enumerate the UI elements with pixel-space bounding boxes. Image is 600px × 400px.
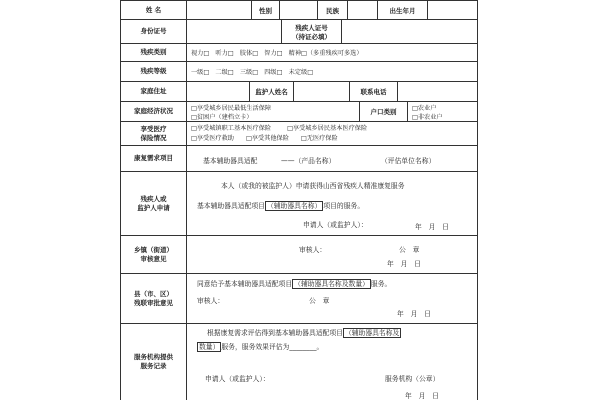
ethnicity-label: 民族 xyxy=(317,1,347,19)
guardian-label: 监护人姓名 xyxy=(249,82,293,101)
application-text-2: 基本辅助器具适配项目 （辅助器具名称） 项目的服务。 xyxy=(197,202,365,210)
disability-level-label: 残疾等级 xyxy=(121,62,187,81)
row-address xyxy=(121,82,477,102)
application-date[interactable]: 年 月 日 xyxy=(415,223,449,231)
rehab-need-product: ——（产品名称） xyxy=(281,157,336,165)
medical-opt-none[interactable]: □无医疗保险 xyxy=(300,134,338,142)
ethnicity-field[interactable] xyxy=(347,1,377,19)
row-service-record xyxy=(121,324,477,400)
county-reviewer[interactable]: 审核人： xyxy=(197,297,225,305)
medical-opt-resident[interactable]: □享受城乡居民基本医疗保险 xyxy=(287,125,368,133)
row-disability-type xyxy=(121,44,477,62)
row-application xyxy=(121,172,477,236)
rehab-need-text: 基本辅助器具适配 xyxy=(203,157,258,165)
economic-options[interactable] xyxy=(191,102,355,121)
row-rehab-need xyxy=(121,146,477,172)
hukou-opt-nonagri[interactable]: □非农业户 xyxy=(412,113,443,121)
disability-type-label: 残疾类别 xyxy=(121,44,187,61)
guardian-field[interactable] xyxy=(293,82,349,101)
birth-field[interactable] xyxy=(427,1,479,19)
service-record-text-2: 数量） 服务，服务效果评估为________。 xyxy=(199,343,324,351)
county-date[interactable]: 年 月 日 xyxy=(397,310,431,318)
medical-opt-other[interactable]: □享受其他保险 xyxy=(245,134,289,142)
town-review-label: 乡镇（街道） 审核意见 xyxy=(121,236,187,273)
row-economic xyxy=(121,102,477,122)
disability-level-options[interactable]: 一级□ 二级□ 三级□ 四级□ 未定级□ xyxy=(191,69,314,76)
row-id xyxy=(121,20,477,44)
town-date[interactable]: 年 月 日 xyxy=(387,260,421,268)
application-label: 残疾人或 监护人申请 xyxy=(121,172,187,235)
address-field[interactable] xyxy=(187,82,249,101)
service-date[interactable]: 年 月 日 xyxy=(405,392,439,400)
birth-label: 出生年月 xyxy=(377,1,427,19)
row-town-review xyxy=(121,236,477,274)
medical-label: 享受医疗 保险情况 xyxy=(121,122,187,145)
hukou-options[interactable] xyxy=(407,102,479,121)
county-seal: 公 章 xyxy=(309,297,330,305)
phone-label: 联系电话 xyxy=(349,82,397,101)
town-reviewer[interactable]: 审核人： xyxy=(299,246,327,254)
medical-options[interactable] xyxy=(191,122,477,145)
id-label: 身份证号 xyxy=(121,20,187,43)
service-record-label: 服务机构提供 服务记录 xyxy=(121,324,187,400)
disability-cert-field[interactable] xyxy=(341,20,479,43)
id-field[interactable] xyxy=(187,20,281,43)
name-label: 姓 名 xyxy=(121,1,187,19)
county-approval-label: 县（市、区） 残联审批意见 xyxy=(121,274,187,323)
economic-label: 家庭经济状况 xyxy=(121,102,187,121)
medical-opt-urban-employee[interactable]: □享受城镇职工基本医疗保险 xyxy=(191,125,272,133)
county-approval-text: 同意给予基本辅助器具适配项目 （辅助器具名称及数量） 服务。 xyxy=(197,280,392,288)
applicant-signature[interactable]: 申请人（或监护人）： xyxy=(303,221,368,229)
hukou-label: 户口类别 xyxy=(359,102,407,121)
service-org-seal[interactable]: 服务机构（公章） xyxy=(385,375,440,383)
row-county-approval xyxy=(121,274,477,324)
name-field[interactable] xyxy=(187,1,251,19)
economic-opt-poor[interactable]: □贫困户（建档立卡） xyxy=(191,113,253,121)
medical-opt-aid[interactable]: □享受医疗救助 xyxy=(191,134,234,142)
address-label: 家庭住址 xyxy=(121,82,187,101)
disability-type-options[interactable]: 视力□ 听力□ 肢体□ 智力□ 精神□（多重残疾可多选） xyxy=(191,50,363,57)
row-disability-level xyxy=(121,62,477,82)
economic-opt-dibao[interactable]: □享受城乡居民最低生活保障 xyxy=(191,104,272,112)
gender-field[interactable] xyxy=(279,1,317,19)
rehab-need-label: 康复需求项目 xyxy=(121,146,187,171)
application-form xyxy=(120,0,478,400)
service-record-text-1: 根据康复需求评估得到基本辅助器具适配项目 （辅助器具名称及 xyxy=(207,329,400,337)
service-applicant[interactable]: 申请人（或监护人）： xyxy=(205,375,270,383)
disability-cert-label: 残疾人证号 （持证必填） xyxy=(281,20,341,43)
rehab-need-unit: （评估单位名称） xyxy=(381,157,436,165)
gender-label: 性别 xyxy=(251,1,279,19)
row-basic-info xyxy=(121,0,477,20)
town-seal: 公 章 xyxy=(399,246,420,254)
phone-field[interactable] xyxy=(397,82,479,101)
application-text-1: 本人（或我的被监护人）申请获得山西省残疾人精准康复服务 xyxy=(221,182,405,190)
hukou-opt-agri[interactable]: □农业户 xyxy=(412,104,437,112)
row-medical xyxy=(121,122,477,146)
